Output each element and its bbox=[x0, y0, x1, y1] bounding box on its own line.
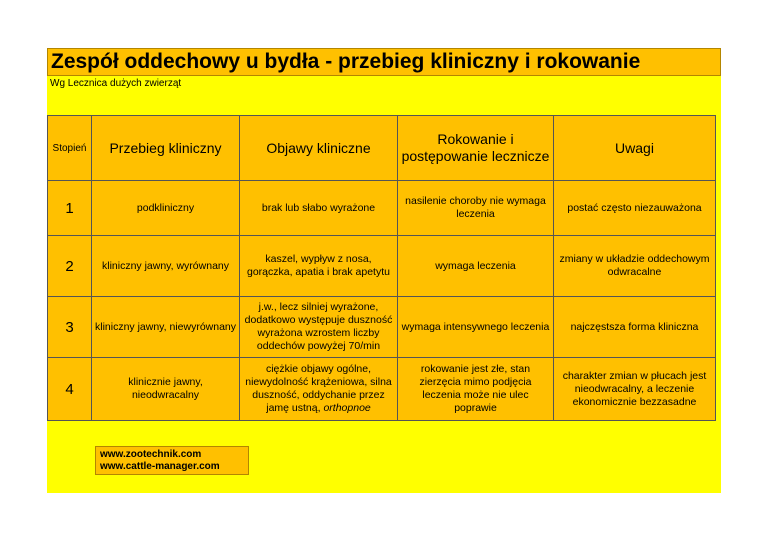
cell-symptoms bbox=[240, 358, 398, 421]
symptoms-text: ciężkie objawy ogólne, niewydolność krążeniowa, silna duszność, oddychanie przez jamę ustną, bbox=[245, 363, 392, 414]
symptoms-italic-term: orthopnoe bbox=[323, 402, 371, 414]
website-link[interactable]: www.cattle-manager.com bbox=[100, 461, 220, 472]
cell-notes: postać często niezauważona bbox=[554, 181, 716, 236]
cell-notes: zmiany w układzie oddechowym odwracalne bbox=[554, 236, 716, 297]
cell-prognosis: nasilenie choroby nie wymaga leczenia bbox=[398, 181, 554, 236]
cell-prognosis: wymaga intensywnego leczenia bbox=[398, 297, 554, 358]
cell-course: kliniczny jawny, wyrównany bbox=[92, 236, 240, 297]
page-title: Zespół oddechowy u bydła - przebieg kliniczny i rokowanie bbox=[51, 50, 641, 73]
cell-notes: charakter zmian w płucach jest nieodwracalny, a leczenie ekonomicznie bezzasadne bbox=[554, 358, 716, 421]
cell-course: klinicznie jawny, nieodwracalny bbox=[92, 358, 240, 421]
cell-symptoms: kaszel, wypływ z nosa, gorączka, apatia i brak apetytu bbox=[240, 236, 398, 297]
stages-table bbox=[47, 115, 716, 421]
cell-stage: 3 bbox=[48, 297, 92, 358]
table-row bbox=[48, 181, 716, 236]
header-prognosis: Rokowanie i postępowanie lecznicze bbox=[398, 116, 554, 181]
page-subtitle: Wg Lecznica dużych zwierząt bbox=[50, 78, 182, 89]
cell-prognosis: rokowanie jest złe, stan zierzęcia mimo podjęcia leczenia może nie ulec poprawie bbox=[398, 358, 554, 421]
title-bar bbox=[47, 48, 721, 76]
table-row bbox=[48, 236, 716, 297]
table-row bbox=[48, 358, 716, 421]
cell-course: kliniczny jawny, niewyrównany bbox=[92, 297, 240, 358]
cell-stage: 1 bbox=[48, 181, 92, 236]
table-row bbox=[48, 297, 716, 358]
header-symptoms: Objawy kliniczne bbox=[240, 116, 398, 181]
website-links-box bbox=[95, 446, 249, 475]
header-stage: Stopień bbox=[48, 116, 92, 181]
cell-stage: 4 bbox=[48, 358, 92, 421]
header-notes: Uwagi bbox=[554, 116, 716, 181]
cell-prognosis: wymaga leczenia bbox=[398, 236, 554, 297]
website-link[interactable]: www.zootechnik.com bbox=[100, 449, 202, 460]
table-header-row bbox=[48, 116, 716, 181]
cell-course: podkliniczny bbox=[92, 181, 240, 236]
cell-stage: 2 bbox=[48, 236, 92, 297]
cell-symptoms: j.w., lecz silniej wyrażone, dodatkowo występuje duszność wyrażona wzrostem liczby oddechów powyżej 70/min bbox=[240, 297, 398, 358]
cell-notes: najczęstsza forma kliniczna bbox=[554, 297, 716, 358]
header-course: Przebieg kliniczny bbox=[92, 116, 240, 181]
cell-symptoms: brak lub słabo wyrażone bbox=[240, 181, 398, 236]
